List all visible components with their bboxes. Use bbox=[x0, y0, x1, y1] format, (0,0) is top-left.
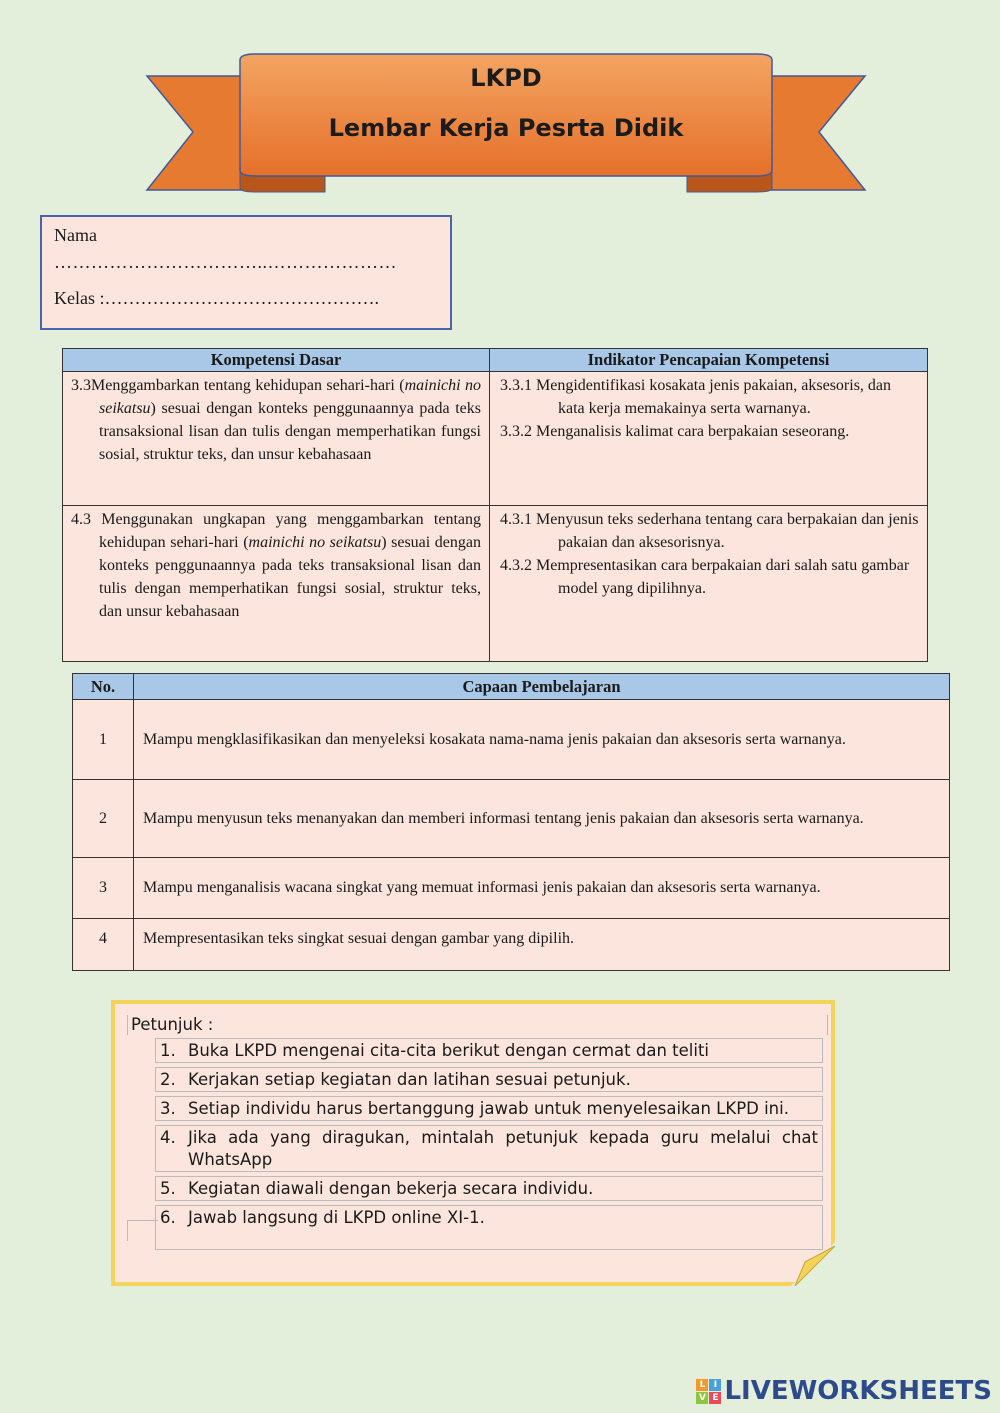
list-item: 1. Buka LKPD mengenai cita-cita berikut dengan cermat dan teliti bbox=[155, 1038, 823, 1063]
watermark-text: LIVEWORKSHEETS bbox=[724, 1376, 992, 1406]
liveworksheets-logo-icon: L I V E bbox=[696, 1379, 720, 1403]
indicator-cell bbox=[490, 372, 928, 506]
instructions-note bbox=[111, 1000, 835, 1286]
header-indikator: Indikator Pencapaian Kompetensi bbox=[490, 349, 928, 372]
indicator-item: 4.3.1 Menyusun teks sederhana tentang cara berpakaian dan jenis pakaian dan aksesorisnya. bbox=[500, 511, 919, 551]
list-item: 6. Jawab langsung di LKPD online XI-1. bbox=[155, 1205, 823, 1250]
student-identity-box bbox=[40, 215, 452, 330]
header-no: No. bbox=[73, 674, 134, 700]
list-item: 5. Kegiatan diawali dengan bekerja secara individu. bbox=[155, 1176, 823, 1201]
instructions-list bbox=[155, 1038, 823, 1254]
table-row bbox=[73, 780, 950, 858]
table-row bbox=[63, 506, 928, 662]
table-row bbox=[63, 372, 928, 506]
kd-number: 3.3 bbox=[71, 377, 91, 394]
indicator-item: 3.3.2 Menganalisis kalimat cara berpakaian seseorang. bbox=[500, 423, 850, 440]
indicator-cell bbox=[490, 506, 928, 662]
learning-outcome-table bbox=[72, 673, 950, 971]
table-row bbox=[73, 919, 950, 971]
table-row bbox=[73, 700, 950, 780]
row-number: 4 bbox=[73, 919, 134, 971]
nama-field[interactable]: ……………………………..………………… bbox=[54, 252, 397, 272]
row-text: Mempresentasikan teks singkat sesuai dengan gambar yang dipilih. bbox=[134, 919, 950, 971]
indicator-item: 3.3.1 Mengidentifikasi kosakata jenis pakaian, aksesoris, dan kata kerja memakainya serta warnanya. bbox=[500, 377, 892, 417]
kd-number: 4.3 bbox=[71, 511, 91, 528]
list-item: 4. Jika ada yang diragukan, mintalah petunjuk kepada guru melalui chat WhatsApp bbox=[155, 1125, 823, 1172]
nama-label: Nama bbox=[54, 225, 97, 245]
list-item: 3. Setiap individu harus bertanggung jawab untuk menyelesaikan LKPD ini. bbox=[155, 1096, 823, 1121]
banner-title: LKPD bbox=[470, 64, 542, 92]
page-curl-icon bbox=[791, 1242, 835, 1286]
row-number: 1 bbox=[73, 700, 134, 780]
row-number: 3 bbox=[73, 858, 134, 919]
kd-cell: 3.3Menggambarkan tentang kehidupan sehari-hari (mainichi no seikatsu) sesuai dengan konteks penggunaannya pada teks transaksional lisan dan tulis dengan memperhatikan fungsi sosial, struktur teks, dan unsur kebahasaan bbox=[63, 372, 490, 506]
list-item: 2. Kerjakan setiap kegiatan dan latihan sesuai petunjuk. bbox=[155, 1067, 823, 1092]
kd-cell: 4.3 Menggunakan ungkapan yang menggambarkan tentang kehidupan sehari-hari (mainichi no seikatsu) sesuai dengan konteks penggunaannya pada teks transaksional lisan dan tulis dengan memperhatikan fungsi sosial, struktur teks, dan unsur kebahasaan bbox=[63, 506, 490, 662]
kelas-field[interactable]: Kelas :………………………………………. bbox=[54, 288, 379, 308]
header-capaan: Capaan Pembelajaran bbox=[134, 674, 950, 700]
table-row bbox=[73, 858, 950, 919]
frame-corner bbox=[127, 1220, 158, 1241]
banner-subtitle: Lembar Kerja Pesrta Didik bbox=[328, 114, 684, 142]
row-text: Mampu menganalisis wacana singkat yang memuat informasi jenis pakaian dan aksesoris serta warnanya. bbox=[134, 858, 950, 919]
row-text: Mampu mengklasifikasikan dan menyeleksi kosakata nama-nama jenis pakaian dan aksesoris serta warnanya. bbox=[134, 700, 950, 780]
instructions-title: Petunjuk : bbox=[127, 1015, 828, 1035]
liveworksheets-watermark bbox=[696, 1375, 992, 1407]
row-number: 2 bbox=[73, 780, 134, 858]
title-banner bbox=[145, 52, 867, 194]
header-kompetensi-dasar: Kompetensi Dasar bbox=[63, 349, 490, 372]
row-text: Mampu menyusun teks menanyakan dan memberi informasi tentang jenis pakaian dan aksesoris serta warnanya. bbox=[134, 780, 950, 858]
competency-table bbox=[62, 348, 928, 662]
indicator-item: 4.3.2 Mempresentasikan cara berpakaian dari salah satu gambar model yang dipilihnya. bbox=[500, 557, 910, 597]
